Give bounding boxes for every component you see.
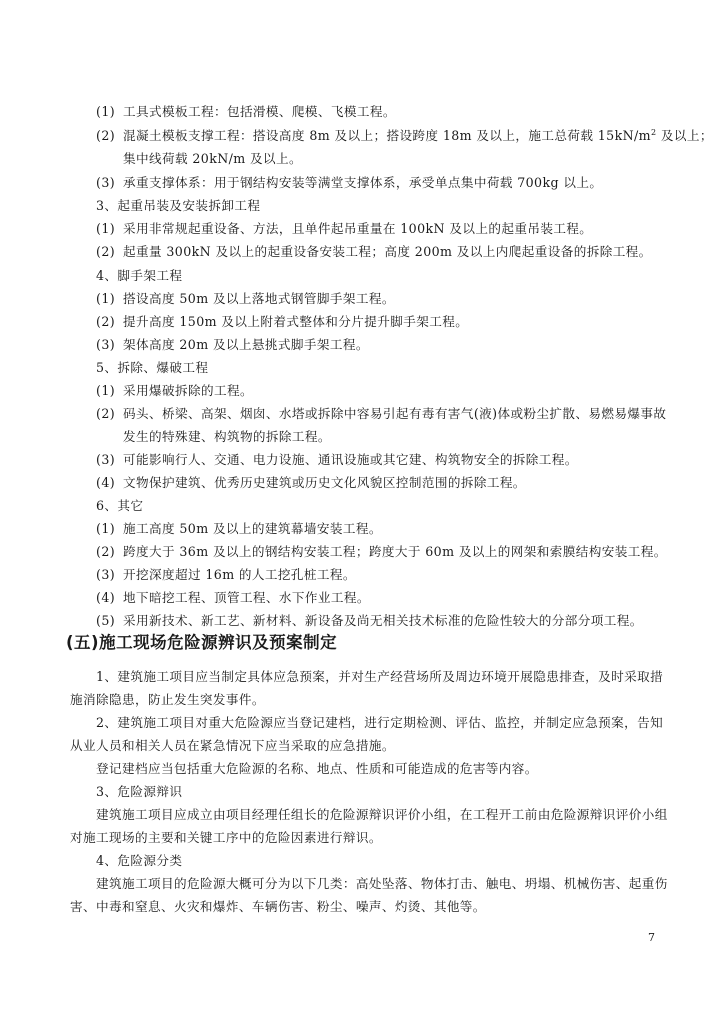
list-item: (1) 采用爆破拆除的工程。: [96, 383, 253, 398]
list-item: (1) 施工高度 50m 及以上的建筑幕墙安装工程。: [96, 521, 382, 536]
subheading: 4、脚手架工程: [96, 268, 183, 283]
list-item: (2) 跨度大于 36m 及以上的钢结构安装工程；跨度大于 60m 及以上的网架和索膜结构安装工程。: [96, 544, 667, 559]
subheading: 3、起重吊装及安装拆卸工程: [96, 198, 261, 213]
list-item: (1) 工具式模板工程：包括滑模、爬模、飞模工程。: [96, 104, 396, 119]
subheading: 5、拆除、爆破工程: [96, 360, 209, 375]
list-item: (3) 架体高度 20m 及以上悬挑式脚手架工程。: [96, 337, 369, 352]
paragraph-line: 害、中毒和窒息、火灾和爆炸、车辆伤害、粉尘、噪声、灼烫、其他等。: [70, 899, 486, 914]
list-item: (1) 搭设高度 50m 及以上落地式钢管脚手架工程。: [96, 291, 395, 306]
subheading: 6、其它: [96, 498, 144, 513]
list-item: (4) 地下暗挖工程、顶管工程、水下作业工程。: [96, 590, 370, 605]
paragraph-line: 对施工现场的主要和关键工序中的危险因素进行辩识。: [70, 830, 382, 845]
list-item: (5) 采用新技术、新工艺、新材料、新设备及尚无相关技术标准的危险性较大的分部分项工程。: [96, 613, 643, 628]
list-item-continuation: 集中线荷载 20kN/m 及以上。: [123, 151, 303, 166]
paragraph-line: 从业人员和相关人员在紧急情况下应当采取的应急措施。: [70, 738, 395, 753]
list-item: (2) 混凝土模板支撑工程：搭设高度 8m 及以上；搭设跨度 18m 及以上，施工总荷载 $15kN/m^2$ 及以上；: [96, 128, 713, 143]
list-item: (3) 承重支撑体系：用于钢结构安装等满堂支撑体系，承受单点集中荷载 700kg 以上。: [96, 175, 603, 190]
paragraph-line: 登记建档应当包括重大危险源的名称、地点、性质和可能造成的危害等内容。: [96, 761, 538, 776]
list-item: (3) 可能影响行人、交通、电力设施、通讯设施或其它建、构筑物安全的拆除工程。: [96, 452, 578, 467]
subheading: 4、危险源分类: [96, 853, 183, 868]
list-item-continuation: 发生的特殊建、构筑物的拆除工程。: [123, 429, 331, 444]
list-item: (2) 提升高度 150m 及以上附着式整体和分片提升脚手架工程。: [96, 314, 469, 329]
list-item: (4) 文物保护建筑、优秀历史建筑或历史文化风貌区控制范围的拆除工程。: [96, 475, 526, 490]
paragraph-line: 2、建筑施工项目对重大危险源应当登记建档，进行定期检测、评估、监控，并制定应急预案，告知: [96, 715, 664, 730]
list-item: (3) 开挖深度超过 16m 的人工挖孔桩工程。: [96, 567, 356, 582]
list-item: (2) 起重量 300kN 及以上的起重设备安装工程；高度 200m 及以上内爬起重设备的拆除工程。: [96, 244, 652, 259]
list-item: (2) 码头、桥梁、高架、烟囱、水塔或拆除中容易引起有毒有害气(液)体或粉尘扩散、易燃易爆事故: [96, 406, 667, 421]
section-title: (五)施工现场危险源辨识及预案制定: [66, 633, 338, 652]
list-item: (1) 采用非常规起重设备、方法，且单件起吊重量在 100kN 及以上的起重吊装工程。: [96, 221, 593, 236]
paragraph-line: 建筑施工项目的危险源大概可分为以下几类：高处坠落、物体打击、触电、坍塌、机械伤害、起重伤: [96, 876, 668, 891]
page-number: 7: [648, 931, 655, 944]
paragraph-line: 建筑施工项目应成立由项目经理任组长的危险源辩识评价小组，在工程开工前由危险源辩识评价小组: [96, 807, 668, 822]
subheading: 3、危险源辩识: [96, 784, 183, 799]
paragraph-line: 施消除隐患，防止发生突发事件。: [70, 692, 265, 707]
paragraph-line: 1、建筑施工项目应当制定具体应急预案，并对生产经营场所及周边环境开展隐患排查，及时采取措: [96, 669, 664, 684]
